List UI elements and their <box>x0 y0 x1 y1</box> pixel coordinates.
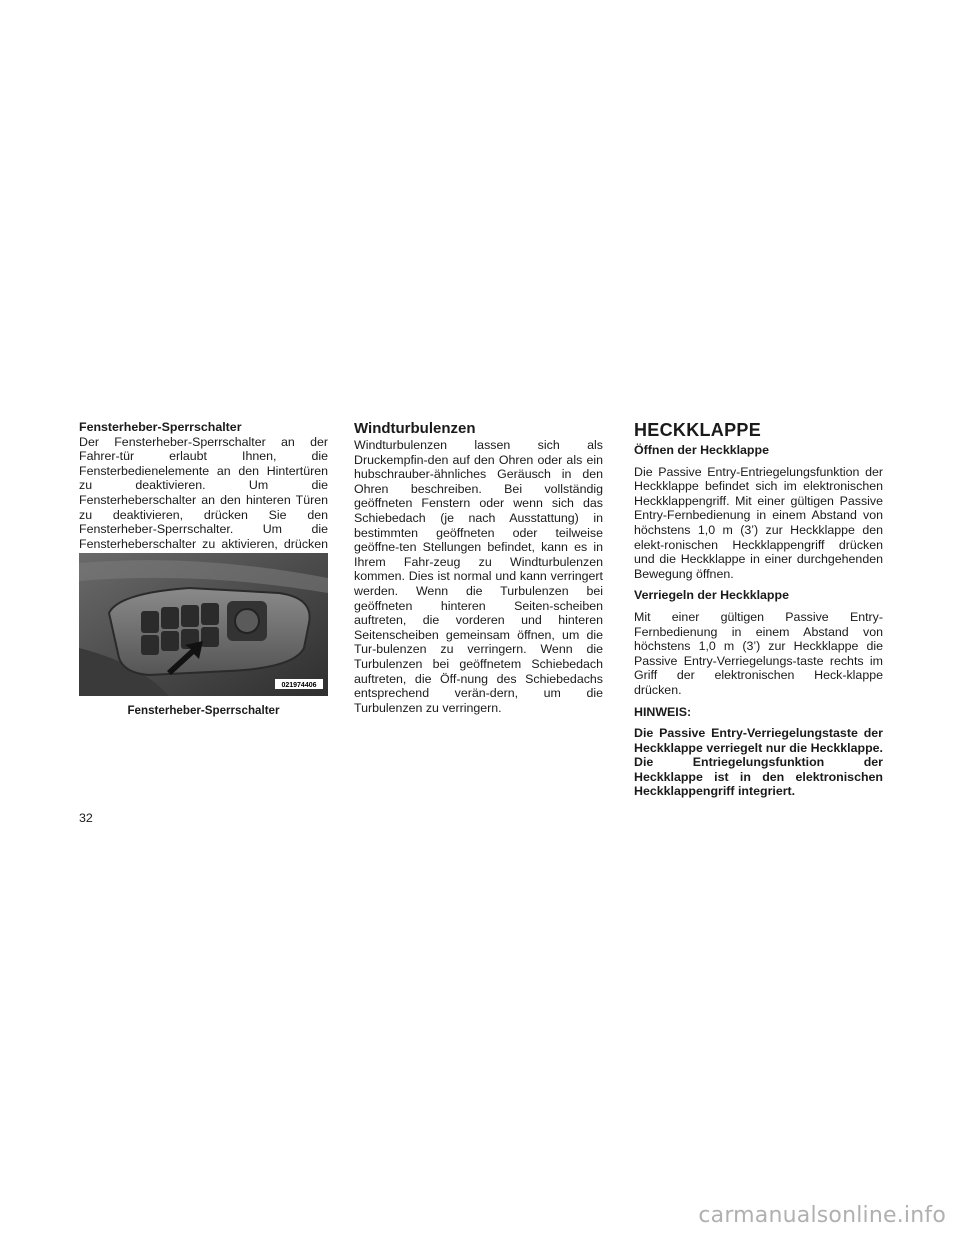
chapter-title: HECKKLAPPE <box>634 420 762 440</box>
column-right <box>634 420 883 799</box>
figure-code: 021974406 <box>281 682 317 689</box>
wind-turbulence-body: Windturbulenzen lassen sich als Druckempfin-den auf den Ohren oder als ein hubschrauber-ähnliches Geräusch in den Ohren beschreiben. Bei vollständig geöffneten Fenstern oder wenn sich das Schiebedach (je nach Ausstattung) in bestimmten geöffneten oder teilweise geöffne-ten Stellungen befindet, kann es in Ihrem Fahr-zeug zu Windturbulenzen kommen. Dies ist normal und kann verringert werden. Wenn die Turbulenzen bei geöffneten hinteren Seiten-scheiben auftreten, die vorderen und hinteren Seitenscheiben gemeinsam öffnen, um die Tur-bulenzen zu verringern. Wenn die Turbulenzen bei geöffnetem Schiebedach auftreten, die Öff-nung des Schiebedachs entsprechend verän-dern, um die Turbulenzen zu verringern. <box>354 438 603 715</box>
column-left <box>79 420 328 566</box>
window-lock-heading: Fensterheber-Sperrschalter <box>79 420 242 434</box>
watermark: carmanualsonline.info <box>698 1203 946 1228</box>
column-middle <box>354 420 603 715</box>
figure-caption: Fensterheber-Sperrschalter <box>127 704 280 717</box>
wind-turbulence-title: Windturbulenzen <box>354 420 476 437</box>
note-body: Die Passive Entry-Verriegelungstaste der Heckklappe verriegelt nur die Heckklappe. Die Entriegelungsfunktion der Heckklappe ist in den elektronischen Heckklappengriff integriert. <box>634 726 883 799</box>
open-liftgate-heading: Öffnen der Heckklappe <box>634 443 769 457</box>
open-liftgate-body: Die Passive Entry-Entriegelungsfunktion der Heckklappe befindet sich im elektronischen Heckklappengriff. Mit einer gültigen Passive Entry-Fernbedienung in einem Abstand von höchstens 1,0 m (3’) zur Heckklappe den elekt-ronischen Heckklappengriff drücken und die Heckklappe in einer durchgehenden Bewegung öffnen. <box>634 464 883 581</box>
page-number: 32 <box>79 811 93 825</box>
lock-liftgate-body: Mit einer gültigen Passive Entry-Fernbedienung in einem Abstand von höchstens 1,0 m (3’) zur Heckklappe die Passive Entry-Verriegelungs-taste rechts im Griff der elektronischen Heck-klappe drücken. <box>634 609 883 697</box>
note-label: HINWEIS: <box>634 704 692 719</box>
door-panel-illustration <box>79 553 328 696</box>
window-switch-photo <box>79 553 328 696</box>
lock-liftgate-heading: Verriegeln der Heckklappe <box>634 588 789 603</box>
window-lock-body: Der Fensterheber-Sperrschalter an der Fahrer-tür erlaubt Ihnen, die Fensterbedienelemente an den Hintertüren zu deaktivieren. Um die Fensterheberschalter an den hinteren Türen zu deaktivieren, drücken Sie den Fensterheber-Sperrschalter. Um die Fensterheberschalter zu aktivieren, drücken <box>79 434 328 551</box>
